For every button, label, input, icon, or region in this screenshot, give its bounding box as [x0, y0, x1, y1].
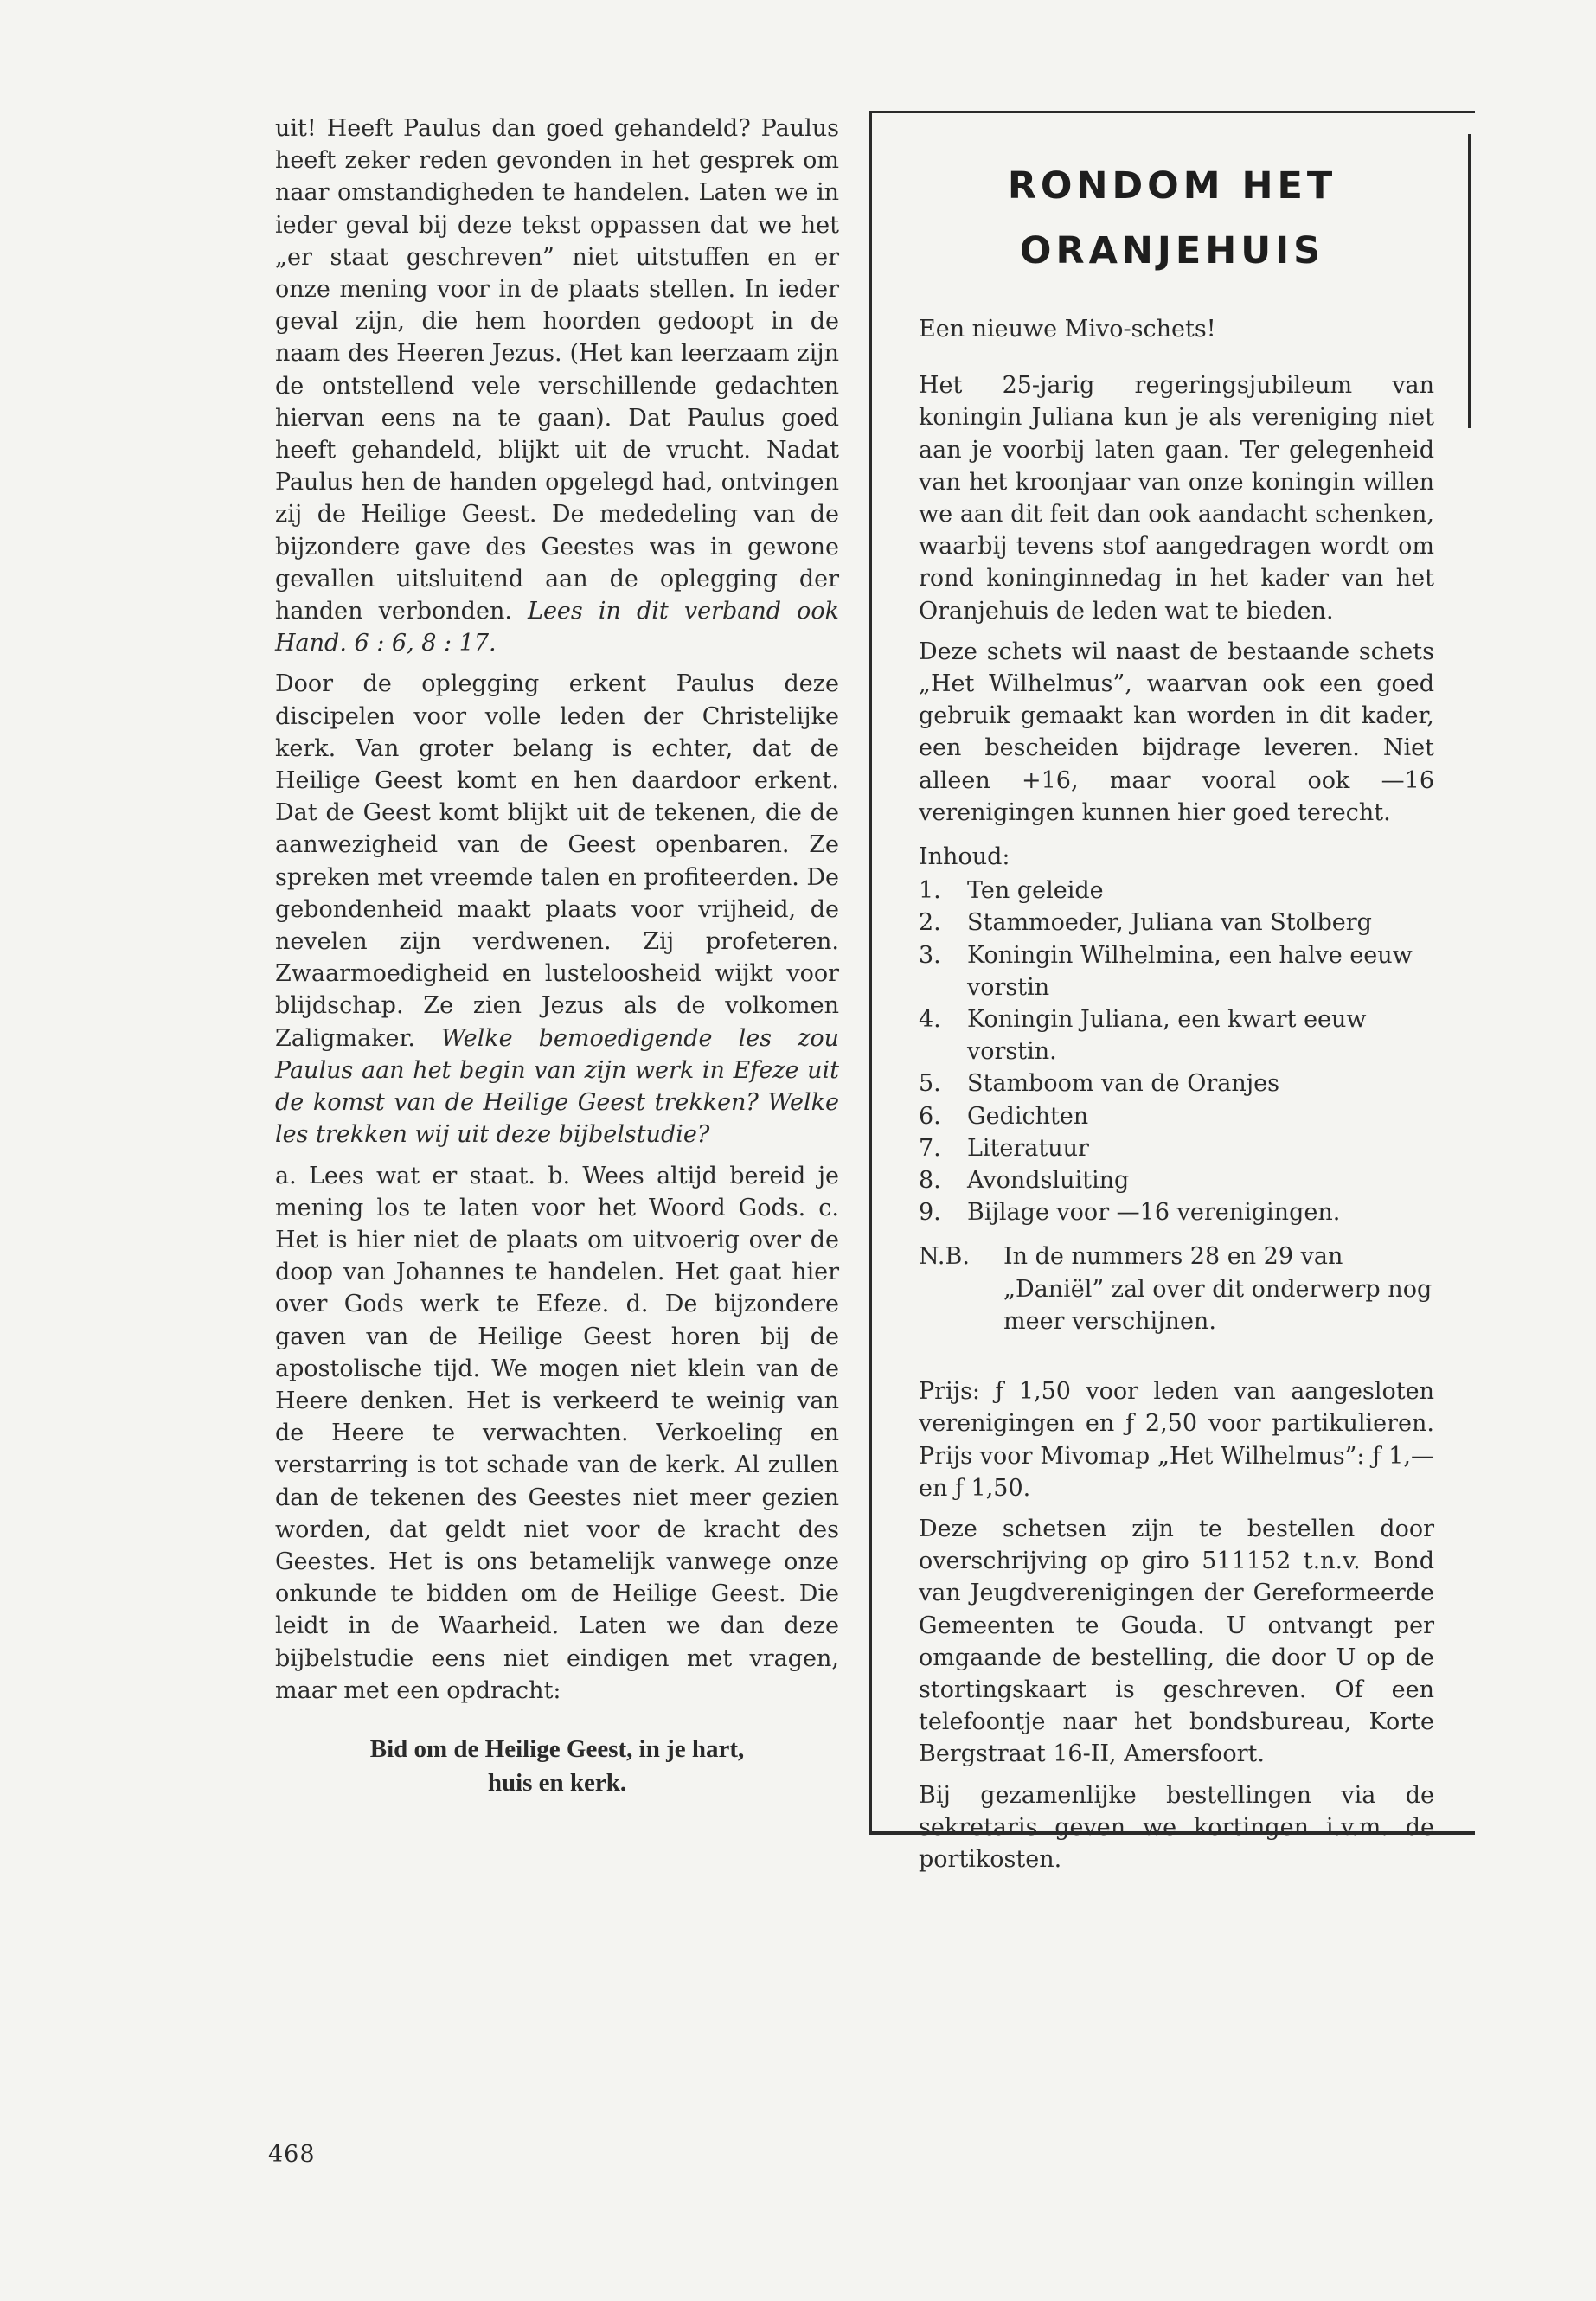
- toc-item: 6. Gedichten: [919, 1102, 1089, 1130]
- box-paragraph-2: Deze schets wil naast de bestaande schets „Het Wilhelmus”, waarvan ook een goed gebruik gemaakt kan worden in dit kader, een bescheiden bijdrage leveren. Niet alleen +16, maar vooral ook —16 verenigingen kunnen hier goed terecht.: [919, 638, 1434, 826]
- paragraph-1-text: uit! Heeft Paulus dan goed gehandeld? Paulus heeft zeker reden gevonden in het gesprek om naar omstandigheden te handelen. Laten we in ieder geval bij deze tekst oppassen dat we het „er staat geschreven” niet uitstuffen en er onze mening voor in de plaats stellen. In ieder geval zijn, die hem hoorden gedoopt in de naam des Heeren Jezus. (Het kan leerzaam zijn de ontstellend vele verschillende gedachten hiervan eens na te gaan). Dat Paulus goed heeft gehandeld, blijkt uit de vrucht. Nadat Paulus hen de handen opgelegd had, ontvingen zij de Heilige Geest. De mededeling van de bijzondere gave des Geestes was in gewone gevallen uitsluitend aan de oplegging der handen verbonden.: [275, 115, 839, 625]
- nb-label: N.B.: [919, 1243, 970, 1271]
- box-title: [869, 154, 1475, 284]
- nb-text: In de nummers 28 en 29 van „Daniël” zal over dit onderwerp nog meer verschijnen.: [1003, 1243, 1433, 1335]
- toc-item: 4. Koningin Juliana, een kwart eeuw vorstin.: [919, 1006, 1367, 1066]
- toc-item: 3. Koningin Wilhelmina, een halve eeuw vorstin: [919, 941, 1413, 1001]
- toc-item: 9. Bijlage voor —16 verenigingen.: [919, 1199, 1341, 1227]
- box-title-line-2: ORANJEHUIS: [1019, 229, 1325, 272]
- order-paragraph: Deze schetsen zijn te bestellen door overschrijving op giro 511152 t.n.v. Bond van Jeugdverenigingen der Gereformeerde Gemeenten te Gouda. U ontvangt per omgaande de bestelling, die door U op de stortingskaart is geschreven. Of een telefoontje naar het bondsbureau, Korte Bergstraat 16-II, Amersfoort.: [919, 1515, 1434, 1768]
- toc-item: 8. Avondsluiting: [919, 1167, 1130, 1195]
- study-question: Welke bemoedigende les zou Paulus aan het begin van zijn werk in Efeze uit de komst van de Heilige Geest trekken? Welke les trekken wij uit deze bijbelstudie?: [275, 1024, 839, 1149]
- box-title-line-1: RONDOM HET: [1007, 164, 1337, 208]
- toc-item: 5. Stamboom van de Oranjes: [919, 1070, 1279, 1098]
- table-of-contents: [919, 875, 1434, 1228]
- closing-line-1: Bid om de Heilige Geest, in je hart,: [369, 1734, 745, 1763]
- toc-item: 7. Literatuur: [919, 1134, 1089, 1162]
- paragraph-3: a. Lees wat er staat. b. Wees altijd bereid je mening los te laten voor het Woord Gods. c. Het is hier niet de plaats om uitvoerig over de doop van Johannes te handelen. Het gaat hier over Gods werk te Efeze. d. De bijzondere gaven van de Heilige Geest horen bij de apostolische tijd. We mogen niet klein van de Heere denken. Het is verkeerd te weinig van de Heere te verwachten. Verkoeling en verstarring is tot schade van de kerk. Al zullen dan de tekenen des Geestes niet meer gezien worden, dat geldt niet voor de kracht des Geestes. Het is ons betamelijk vanwege onze onkunde te bidden om de Heilige Geest. Die leidt in de Waarheid. Laten we dan deze bijbelstudie eens niet eindigen met vragen, maar met een opdracht:: [275, 1162, 839, 1704]
- left-column: [275, 112, 839, 1800]
- right-column: [919, 313, 1434, 1884]
- paragraph-2: [275, 668, 839, 1150]
- bible-reference: Lees in dit verband ook Hand. 6 : 6, 8 : 17.: [275, 598, 839, 657]
- nb-note: [919, 1240, 1434, 1337]
- page-number: 468: [268, 2141, 316, 2168]
- discount-paragraph: Bij gezamenlijke bestellingen via de sekretaris geven we kortingen i.v.m. de portikosten.: [919, 1781, 1434, 1873]
- spacer: [919, 1346, 1434, 1375]
- price-paragraph: Prijs: ƒ 1,50 voor leden van aangesloten verenigingen en ƒ 2,50 voor partikulieren. Prijs voor Mivomap „Het Wilhelmus”: ƒ 1,— en ƒ 1,50.: [919, 1378, 1434, 1502]
- paragraph-1: [275, 112, 839, 659]
- box-paragraph-1: Het 25-jarig regeringsjubileum van koningin Juliana kun je als vereniging niet aan je voorbij laten gaan. Ter gelegenheid van het kroonjaar van onze koningin willen we aan dit feit dan ook aandacht schenken, waarbij tevens stof aangedragen wordt om rond koninginnedag in het kader van het Oranjehuis de leden wat te bieden.: [919, 372, 1434, 625]
- paragraph-2-text: Door de oplegging erkent Paulus deze discipelen voor volle leden der Christelijke kerk. Van groter belang is echter, dat de Heilige Geest komt en hen daardoor erkent. Dat de Geest komt blijkt uit de tekenen, die de aanwezigheid van de Geest openbaren. Ze spreken met vreemde talen en profiteerden. De gebondenheid maakt plaats voor vrijheid, de nevelen zijn verdwenen. Zij profeteren. Zwaarmoedigheid en lusteloosheid wijkt voor blijdschap. Ze zien Jezus als de volkomen Zaligmaker.: [275, 670, 840, 1052]
- toc-heading: Inhoud:: [919, 843, 1010, 871]
- toc-item: 1. Ten geleide: [919, 877, 1104, 905]
- closing-line-2: huis en kerk.: [487, 1768, 627, 1797]
- box-intro: Een nieuwe Mivo-schets!: [919, 316, 1216, 343]
- toc-item: 2. Stammoeder, Juliana van Stolberg: [919, 909, 1372, 937]
- closing-exhortation: [275, 1733, 839, 1800]
